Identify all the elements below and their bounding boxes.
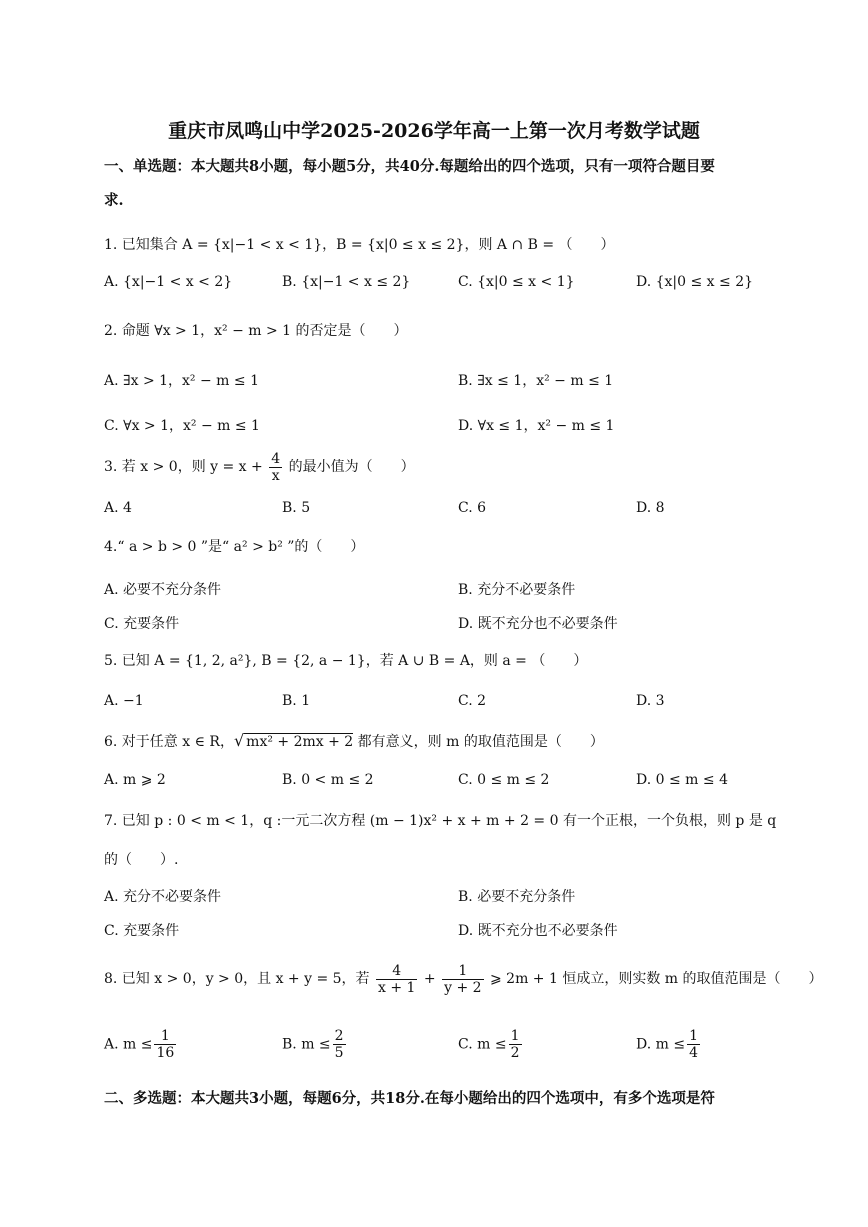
frac-denominator: 5 xyxy=(334,1045,344,1061)
option-fraction xyxy=(154,1028,176,1061)
question-8-f2-numerator: 1 xyxy=(442,963,483,980)
question-7-option-d: D. 既不充分也不必要条件 xyxy=(458,923,618,939)
question-3-option-c: C. 6 xyxy=(458,500,487,516)
question-4-option-a: A. 必要不充分条件 xyxy=(104,582,222,598)
question-1-stem: 1. 已知集合 A = {x|−1 < x < 1}，B = {x|0 ≤ x ≤ 2}，则 A ∩ B = （ ） xyxy=(104,237,615,253)
question-3-option-b: B. 5 xyxy=(282,500,311,516)
question-6-stem-post: 都有意义，则 m 的取值范围是（ ） xyxy=(353,734,604,750)
question-2-option-d: D. ∀x ≤ 1，x² − m ≤ 1 xyxy=(458,418,615,434)
question-5-option-b: B. 1 xyxy=(282,693,311,709)
question-5-option-a: A. −1 xyxy=(104,693,144,709)
question-8-option-b xyxy=(282,1028,348,1061)
question-6-option-c: C. 0 ≤ m ≤ 2 xyxy=(458,772,550,788)
question-4-stem: 4.“ a > b > 0 ”是“ a² > b² ”的（ ） xyxy=(104,539,365,555)
question-4-option-c: C. 充要条件 xyxy=(104,616,180,632)
question-4-option-b: B. 充分不必要条件 xyxy=(458,582,576,598)
question-8-option-d xyxy=(636,1028,702,1061)
question-8-f1-numerator: 4 xyxy=(376,963,417,980)
question-6-stem xyxy=(104,732,604,751)
question-5-option-c: C. 2 xyxy=(458,693,487,709)
question-4-option-d: D. 既不充分也不必要条件 xyxy=(458,616,618,632)
question-7-option-c: C. 充要条件 xyxy=(104,923,180,939)
question-7-stem: 7. 已知 p : 0 < m < 1，q :一元二次方程 (m − 1)x² + x + m + 2 = 0 有一个正根，一个负根，则 p 是 q xyxy=(104,813,777,829)
question-3-option-d: D. 8 xyxy=(636,500,665,516)
question-8-option-c xyxy=(458,1028,524,1061)
question-2-option-b: B. ∃x ≤ 1，x² − m ≤ 1 xyxy=(458,373,614,389)
question-6-radicand: mx² + 2mx + 2 xyxy=(246,734,354,750)
question-8-stem-pre: 8. 已知 x > 0，y > 0，且 x + y = 5，若 xyxy=(104,971,375,987)
question-8-f1-denominator: x + 1 xyxy=(378,979,416,996)
question-7-stem-cont: 的（ ）. xyxy=(104,852,179,868)
question-2-option-c: C. ∀x > 1，x² − m ≤ 1 xyxy=(104,418,260,434)
question-8-fraction-1 xyxy=(376,963,417,996)
frac-numerator: 1 xyxy=(154,1028,176,1045)
frac-numerator: 2 xyxy=(334,1028,344,1044)
question-6-option-b: B. 0 < m ≤ 2 xyxy=(282,772,374,788)
question-3-option-a: A. 4 xyxy=(104,500,132,516)
option-label: C. m ≤ xyxy=(458,1036,507,1053)
question-1-option-a: A. {x|−1 < x < 2} xyxy=(104,274,233,290)
option-fraction xyxy=(333,1028,346,1061)
section-1-header-cont: 求. xyxy=(104,192,124,209)
question-1-option-b: B. {x|−1 < x ≤ 2} xyxy=(282,274,411,290)
sqrt-sign-icon: √ xyxy=(233,731,245,750)
question-8-fraction-2 xyxy=(442,963,483,996)
question-2-option-a: A. ∃x > 1，x² − m ≤ 1 xyxy=(104,373,259,389)
frac-denominator: 16 xyxy=(156,1045,175,1061)
question-7-option-a: A. 充分不必要条件 xyxy=(104,889,222,905)
question-3-stem-post: 的最小值为（ ） xyxy=(284,459,415,475)
frac-denominator: 4 xyxy=(689,1045,699,1061)
page-title: 重庆市凤鸣山中学2025-2026学年高一上第一次月考数学试题 xyxy=(168,120,700,142)
option-fraction xyxy=(687,1028,700,1061)
frac-numerator: 1 xyxy=(510,1028,520,1044)
question-6-option-d: D. 0 ≤ m ≤ 4 xyxy=(636,772,728,788)
question-8-f2-denominator: y + 2 xyxy=(444,979,482,996)
question-3-stem-pre: 3. 若 x > 0，则 y = x + xyxy=(104,459,268,475)
question-1-option-d: D. {x|0 ≤ x ≤ 2} xyxy=(636,274,754,290)
option-label: A. m ≤ xyxy=(104,1036,153,1053)
question-6-stem-pre: 6. 对于任意 x ∈ R， xyxy=(104,734,234,750)
question-7-option-b: B. 必要不充分条件 xyxy=(458,889,576,905)
option-label: B. m ≤ xyxy=(282,1036,331,1053)
question-3-stem xyxy=(104,448,415,486)
question-8-stem xyxy=(104,960,823,998)
question-6-option-a: A. m ⩾ 2 xyxy=(104,772,166,788)
question-3-fraction xyxy=(269,451,282,484)
question-3-frac-numerator: 4 xyxy=(271,450,281,467)
option-label: D. m ≤ xyxy=(636,1036,686,1053)
frac-numerator: 1 xyxy=(689,1028,699,1044)
question-1-option-c: C. {x|0 ≤ x < 1} xyxy=(458,274,575,290)
frac-denominator: 2 xyxy=(510,1045,520,1061)
section-2-header: 二、多选题：本大题共3小题，每题6分，共18分.在每小题给出的四个选项中，有多个选项是符 xyxy=(104,1090,715,1107)
question-2-stem: 2. 命题 ∀x > 1，x² − m > 1 的否定是（ ） xyxy=(104,323,408,339)
question-8-plus: + xyxy=(419,971,441,987)
question-8-stem-post: ⩾ 2m + 1 恒成立，则实数 m 的取值范围是（ ） xyxy=(485,971,823,987)
section-1-header: 一、单选题：本大题共8小题，每小题5分，共40分.每题给出的四个选项，只有一项符合题目要 xyxy=(104,158,715,175)
option-fraction xyxy=(509,1028,522,1061)
question-3-frac-denominator: x xyxy=(271,467,280,484)
question-5-option-d: D. 3 xyxy=(636,693,665,709)
question-8-option-a xyxy=(104,1028,178,1061)
question-5-stem: 5. 已知 A = {1, 2, a²}, B = {2, a − 1}，若 A ∪ B = A，则 a = （ ） xyxy=(104,653,588,669)
